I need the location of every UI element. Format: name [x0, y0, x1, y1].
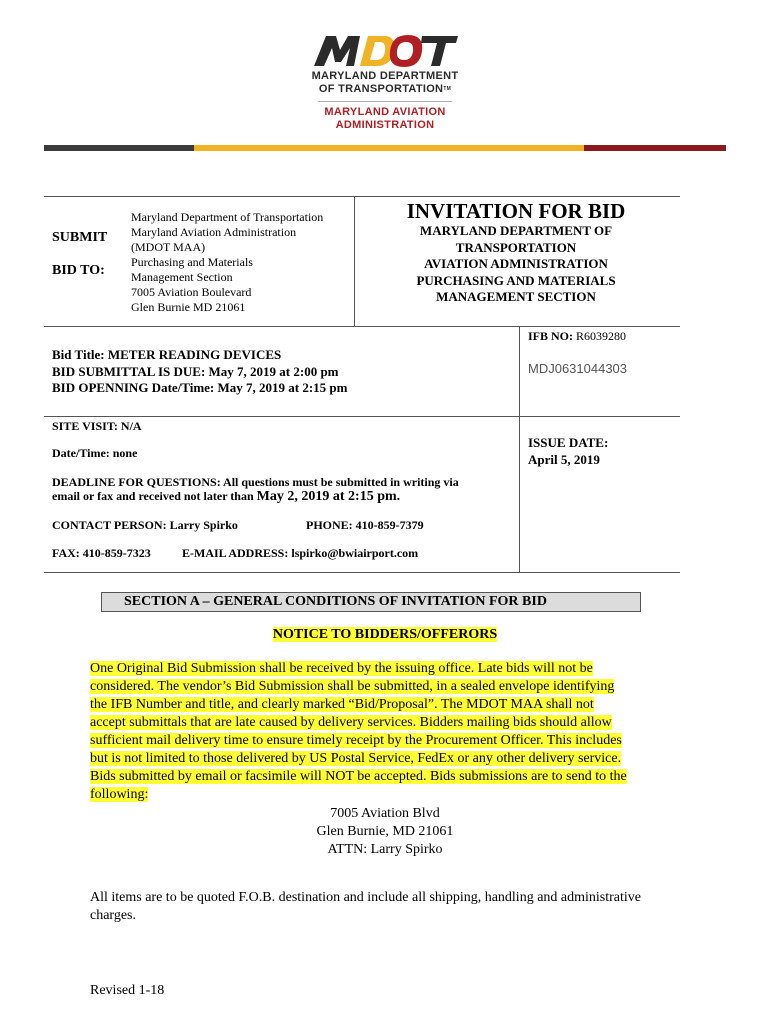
address-line: Maryland Aviation Administration	[131, 225, 297, 239]
bid-opening-time: BID OPENNING Date/Time: May 7, 2019 at 2:15 pm	[52, 380, 348, 395]
table-divider-ifb	[519, 326, 520, 572]
ifb-label: IFB NO:	[528, 329, 573, 343]
maa-name	[300, 106, 470, 132]
deadline-text: email or fax and received not later than	[52, 489, 257, 503]
address-line: Purchasing and Materials	[131, 255, 253, 269]
mdot-maa-logo	[300, 32, 470, 132]
address-line: Glen Burnie MD 21061	[131, 300, 246, 314]
notice-line-text: but is not limited to those delivered by US Postal Service, FedEx or any other delivery service.	[90, 751, 622, 766]
notice-line-text: One Original Bid Submission shall be received by the issuing office. Late bids will not be	[90, 661, 593, 676]
address-line: (MDOT MAA)	[131, 240, 206, 254]
trademark: TM	[443, 86, 452, 92]
issue-date-label: ISSUE DATE:	[528, 435, 609, 450]
notice-line-text: the IFB Number and title, and clearly marked “Bid/Proposal”. The MDOT MAA shall not	[90, 697, 594, 712]
contact-email: E-MAIL ADDRESS: lspirko@bwiairport.com	[182, 546, 419, 560]
bid-to-label: BID TO:	[52, 263, 105, 278]
issuer-line: PURCHASING AND MATERIALS	[416, 272, 616, 288]
logo-divider	[318, 101, 452, 102]
notice-line	[90, 714, 690, 732]
dept-line-1: MARYLAND DEPARTMENT	[311, 70, 459, 82]
document-title: INVITATION FOR BID	[406, 199, 626, 223]
fob-line: charges.	[90, 908, 136, 923]
table-bottom-border	[44, 572, 680, 573]
bid-submittal-due: BID SUBMITTAL IS DUE: May 7, 2019 at 2:00 pm	[52, 363, 339, 379]
submit-address	[131, 210, 351, 315]
ifb-number-field	[528, 329, 626, 344]
table-row-border-2	[44, 416, 680, 417]
issuer-line: MARYLAND DEPARTMENT OF	[419, 223, 613, 238]
ifb-number: R6039280	[576, 329, 627, 343]
submit-label: SUBMIT	[52, 230, 108, 245]
bid-title: Bid Title: METER READING DEVICES	[52, 347, 282, 362]
notice-line	[90, 732, 690, 750]
issuer-line: MANAGEMENT SECTION	[436, 289, 596, 304]
dept-line-2-wrap	[300, 83, 470, 96]
section-a-title: SECTION A – GENERAL CONDITIONS OF INVITATION FOR BID	[124, 594, 547, 609]
deadline-date: May 2, 2019 at 2:15 pm.	[256, 489, 401, 504]
table-row-border-1	[44, 326, 680, 327]
address-line: Management Section	[131, 270, 233, 284]
notice-paragraph	[90, 660, 690, 804]
maa-line-2: ADMINISTRATION	[335, 119, 435, 131]
header-stripe-red	[584, 145, 726, 151]
dept-name	[300, 70, 470, 96]
notice-line-text: Bids submitted by email or facsimile will NOT be accepted. Bids submissions are to send to the	[90, 769, 627, 784]
section-a-header	[101, 592, 641, 612]
contact-fax: FAX: 410-859-7323	[52, 546, 151, 560]
issuer-line: AVIATION ADMINISTRATION	[424, 256, 608, 271]
notice-line-text: sufficient mail delivery time to ensure timely receipt by the Procurement Officer. This includes	[90, 733, 622, 748]
site-visit: SITE VISIT: N/A	[52, 419, 142, 433]
notice-line-text: considered. The vendor’s Bid Submission shall be submitted, in a sealed envelope identifying	[90, 679, 615, 694]
notice-line	[90, 768, 690, 786]
fob-line: All items are to be quoted F.O.B. destination and include all shipping, handling and administrative	[90, 890, 642, 905]
notice-line	[90, 660, 690, 678]
notice-line-text: accept submittals that are late caused by delivery services. Bidders mailing bids should allow	[90, 715, 612, 730]
maa-line-1: MARYLAND AVIATION	[324, 106, 446, 118]
issuer-block	[355, 223, 677, 306]
header-stripe-gold	[194, 145, 584, 151]
mail-address-line-1: 7005 Aviation Blvd	[330, 806, 440, 821]
notice-line	[90, 786, 690, 804]
address-line: Maryland Department of Transportation	[131, 210, 324, 224]
notice-line	[90, 696, 690, 714]
dept-line-2: OF TRANSPORTATION	[318, 83, 444, 95]
notice-line-text: following:	[90, 787, 149, 802]
ifb-code: MDJ0631044303	[528, 361, 628, 376]
notice-line	[90, 750, 690, 768]
mdot-wordmark-logo	[310, 32, 460, 68]
fob-paragraph	[90, 889, 690, 925]
notice-title-wrap	[0, 627, 770, 643]
notice-line	[90, 678, 690, 696]
address-line: 7005 Aviation Boulevard	[131, 285, 252, 299]
site-visit-datetime: Date/Time: none	[52, 446, 138, 460]
issue-date-value: April 5, 2019	[528, 451, 600, 467]
issuer-line: TRANSPORTATION	[455, 239, 577, 255]
table-top-border	[44, 196, 680, 197]
contact-phone: PHONE: 410-859-7379	[306, 518, 424, 532]
mail-address-attn: ATTN: Larry Spirko	[327, 842, 443, 857]
contact-person: CONTACT PERSON: Larry Spirko	[52, 518, 238, 532]
mail-address-line-2: Glen Burnie, MD 21061	[316, 824, 454, 839]
deadline-questions-cont	[52, 489, 400, 504]
deadline-questions: DEADLINE FOR QUESTIONS: All questions must be submitted in writing via	[52, 475, 459, 489]
notice-title: NOTICE TO BIDDERS/OFFERORS	[272, 627, 498, 642]
revision-note: Revised 1-18	[90, 983, 165, 998]
header-stripe-dark	[44, 145, 194, 151]
issue-date-block	[528, 435, 608, 468]
bid-info	[52, 347, 348, 397]
